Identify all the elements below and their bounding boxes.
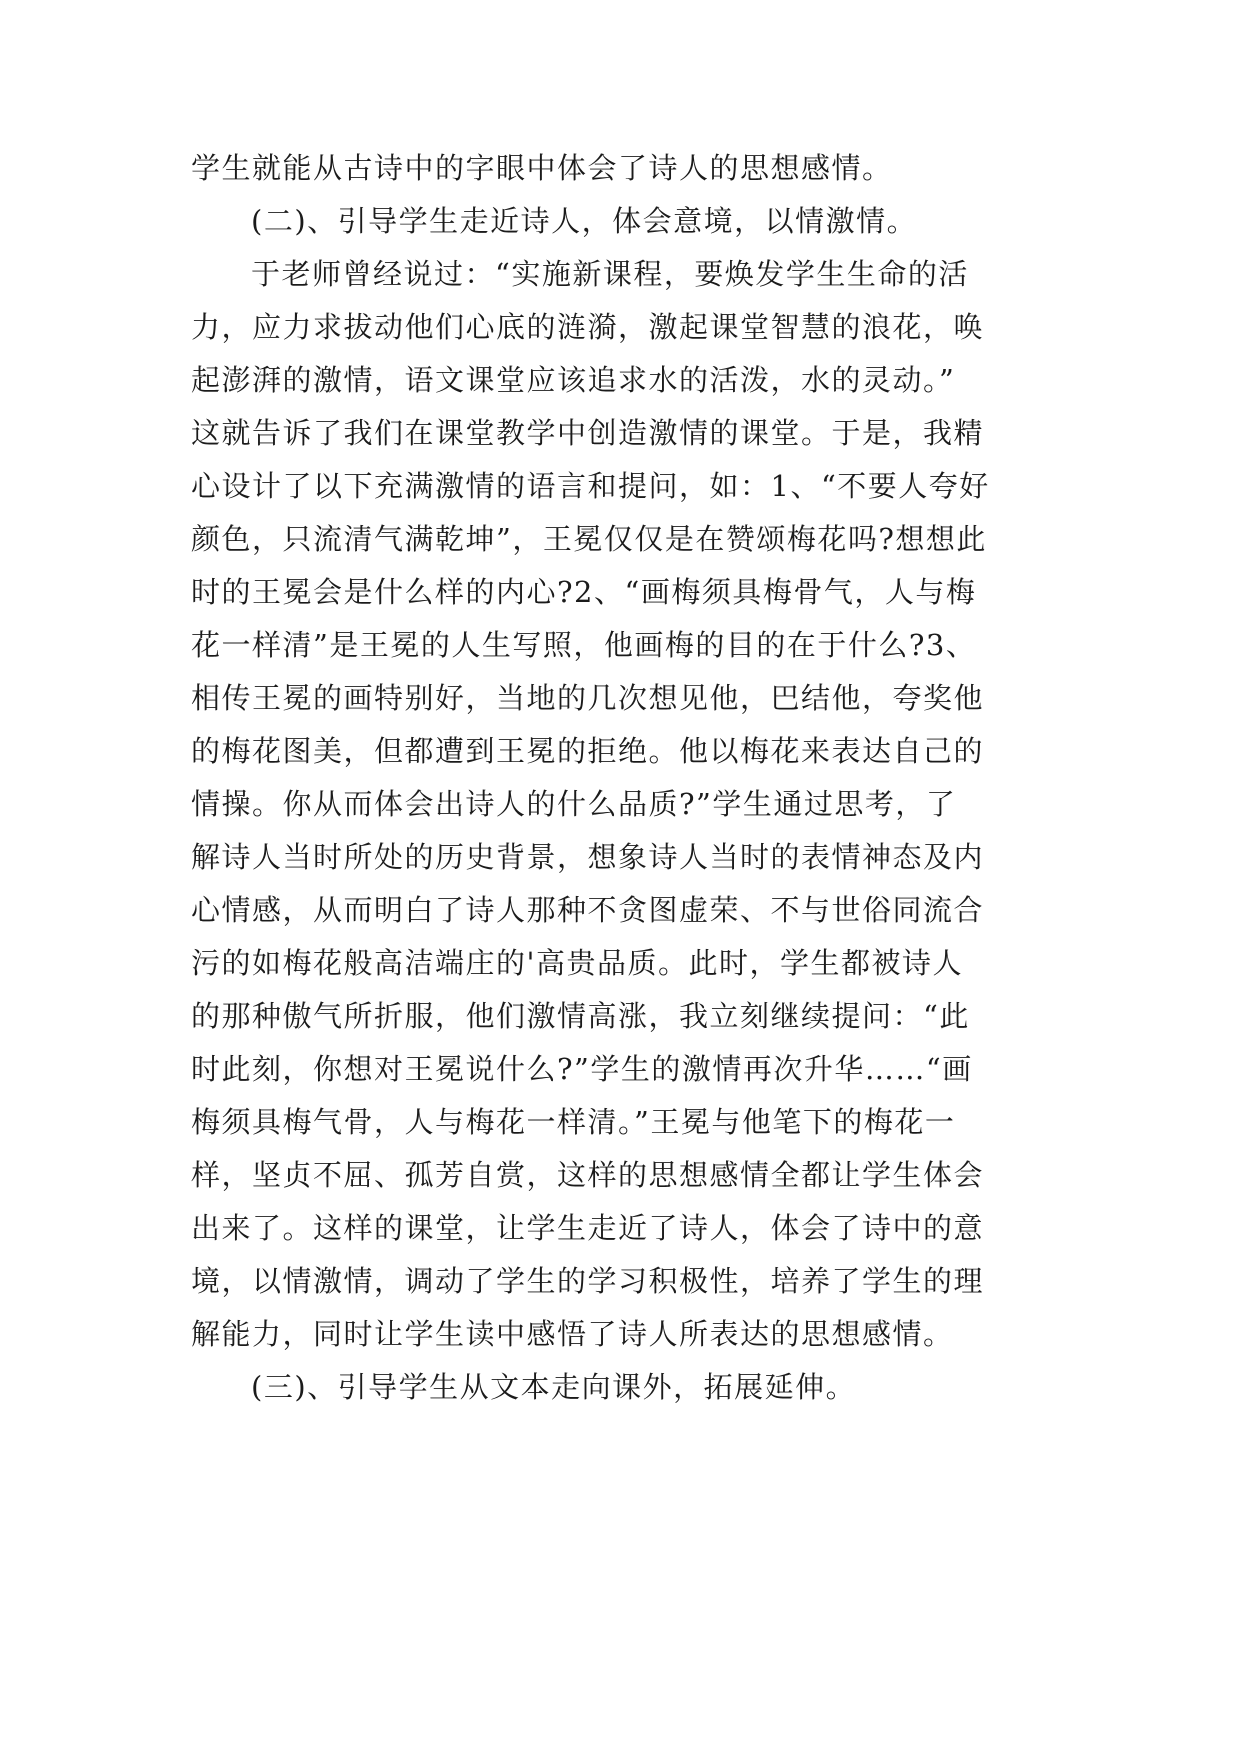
text-line: 时的王冕会是什么样的内心?2、“画梅须具梅骨气，人与梅 [191,575,977,609]
text-line: 心情感，从而明白了诗人那种不贪图虚荣、不与世俗同流合 [191,893,985,927]
text-line: 这就告诉了我们在课堂教学中创造激情的课堂。于是，我精 [191,416,985,450]
text-line: 于老师曾经说过：“实施新课程，要焕发学生生命的活 [251,257,969,291]
section-heading: (三)、引导学生从文本走向课外，拓展延伸。 [251,1370,857,1404]
text-line: 时此刻，你想对王冕说什么?”学生的激情再次升华……“画 [191,1052,973,1086]
text-line: 境，以情激情，调动了学生的学习积极性，培养了学生的理 [191,1264,985,1298]
text-line: 学生就能从古诗中的字眼中体会了诗人的思想感情。 [191,151,893,185]
text-line: 的梅花图美，但都遭到王冕的拒绝。他以梅花来表达自己的 [191,734,985,768]
text-line: 起澎湃的激情，语文课堂应该追求水的活泼，水的灵动。” [191,363,956,397]
text-line: 梅须具梅气骨，人与梅花一样清。”王冕与他笔下的梅花一 [191,1105,956,1139]
text-line: 污的如梅花般高洁端庄的'高贵品质。此时，学生都被诗人 [191,946,963,980]
text-line: 颜色，只流清气满乾坤”，王冕仅仅是在赞颂梅花吗?想想此 [191,522,987,556]
text-line: 心设计了以下充满激情的语言和提问，如：1、“不要人夸好 [191,469,990,503]
text-line: 出来了。这样的课堂，让学生走近了诗人，体会了诗中的意 [191,1211,985,1245]
text-line: 解诗人当时所处的历史背景，想象诗人当时的表情神态及内 [191,840,985,874]
text-line: 样，坚贞不屈、孤芳自赏，这样的思想感情全都让学生体会 [191,1158,985,1192]
text-line: 力，应力求拔动他们心底的涟漪，激起课堂智慧的浪花，唤 [191,310,985,344]
text-line: 情操。你从而体会出诗人的什么品质?”学生通过思考，了 [191,787,957,821]
text-line: 相传王冕的画特别好，当地的几次想见他，巴结他，夸奖他 [191,681,985,715]
text-line: 解能力，同时让学生读中感悟了诗人所表达的思想感情。 [191,1317,954,1351]
text-line: 的那种傲气所折服，他们激情高涨，我立刻继续提问：“此 [191,999,970,1033]
text-line: 花一样清”是王冕的人生写照，他画梅的目的在于什么?3、 [191,628,977,662]
section-heading: (二)、引导学生走近诗人，体会意境，以情激情。 [251,204,918,238]
